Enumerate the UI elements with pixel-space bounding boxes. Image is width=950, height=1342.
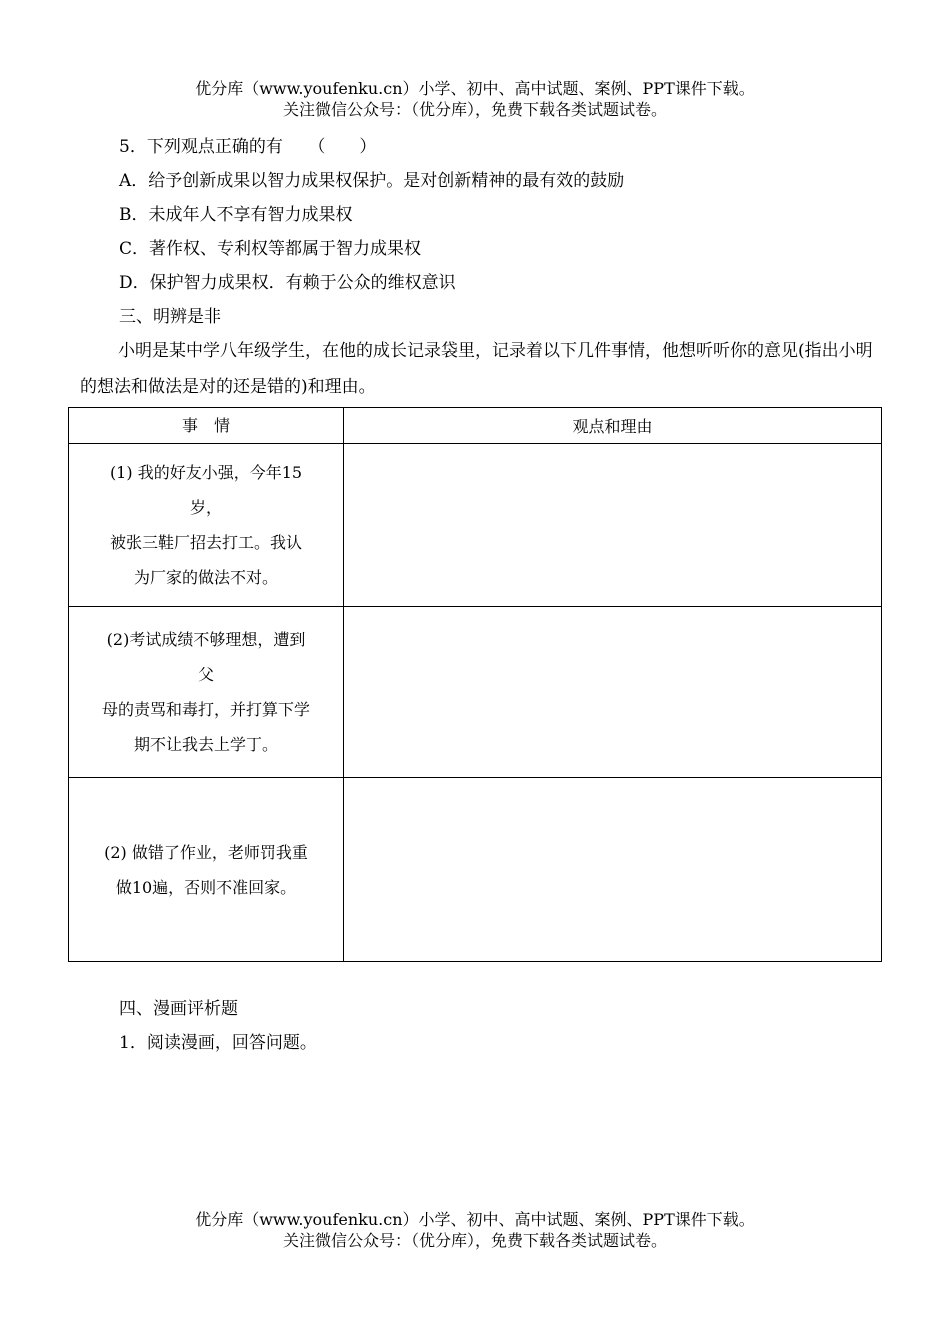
event-cell [69,607,344,778]
event-line: 为厂家的做法不对。 [133,568,278,587]
event-line: (1) 我的好友小强，今年15 [109,463,303,482]
judgement-table [68,407,882,962]
header-line-1: 优分库（www.youfenku.cn）小学、初中、高中试题、案例、PPT课件下载。 [195,79,755,98]
footer-line-2: 关注微信公众号：（优分库），免费下载各类试题试卷。 [282,1231,667,1250]
event-line: 岁， [189,498,222,517]
section-4-question-1: 1．阅读漫画，回答问题。 [119,1033,317,1053]
event-line: (2) 做错了作业，老师罚我重 [104,842,308,862]
answer-cell[interactable] [344,778,882,962]
header-cell-views: 观点和理由 [344,408,882,444]
option-a: A．给予创新成果以智力成果权保护。是对创新精神的最有效的鼓励 [119,171,625,191]
footer-line-1: 优分库（www.youfenku.cn）小学、初中、高中试题、案例、PPT课件下载。 [195,1210,755,1229]
header-line-2: 关注微信公众号：（优分库），免费下载各类试题试卷。 [282,100,667,119]
event-line: 母的责骂和毒打，并打算下学 [101,700,310,719]
table-header-row [69,408,882,444]
question-5-stem: 5．下列观点正确的有 （ ） [119,137,377,157]
option-c: C．著作权、专利权等都属于智力成果权 [119,239,422,259]
event-cell [69,444,344,607]
page-header [0,78,950,120]
event-line: 被张三鞋厂招去打工。我认 [109,533,302,552]
event-cell [69,778,344,962]
option-d: D．保护智力成果权．有赖于公众的维权意识 [119,273,456,293]
table-row [69,778,882,962]
event-line: 做10遍，否则不准回家。 [115,877,297,897]
table-row [69,444,882,607]
event-line: (2)考试成绩不够理想，遭到 [106,630,306,649]
option-b: B．未成年人不享有智力成果权 [119,205,353,225]
page-footer [0,1209,950,1251]
section-4-title: 四、漫画评析题 [119,999,238,1019]
answer-cell[interactable] [344,607,882,778]
answer-cell[interactable] [344,444,882,607]
event-line: 父 [197,665,214,684]
section-3-intro: 小明是某中学八年级学生，在他的成长记录袋里，记录着以下几件事情，他想听听你的意见(指出小明的想法和做法是对的还是错的)和理由。 [80,341,873,397]
table-row [69,607,882,778]
event-line: 期不让我去上学丁。 [133,735,278,754]
section-3-title: 三、明辨是非 [119,307,221,327]
header-cell-events: 事 情 [69,408,344,444]
